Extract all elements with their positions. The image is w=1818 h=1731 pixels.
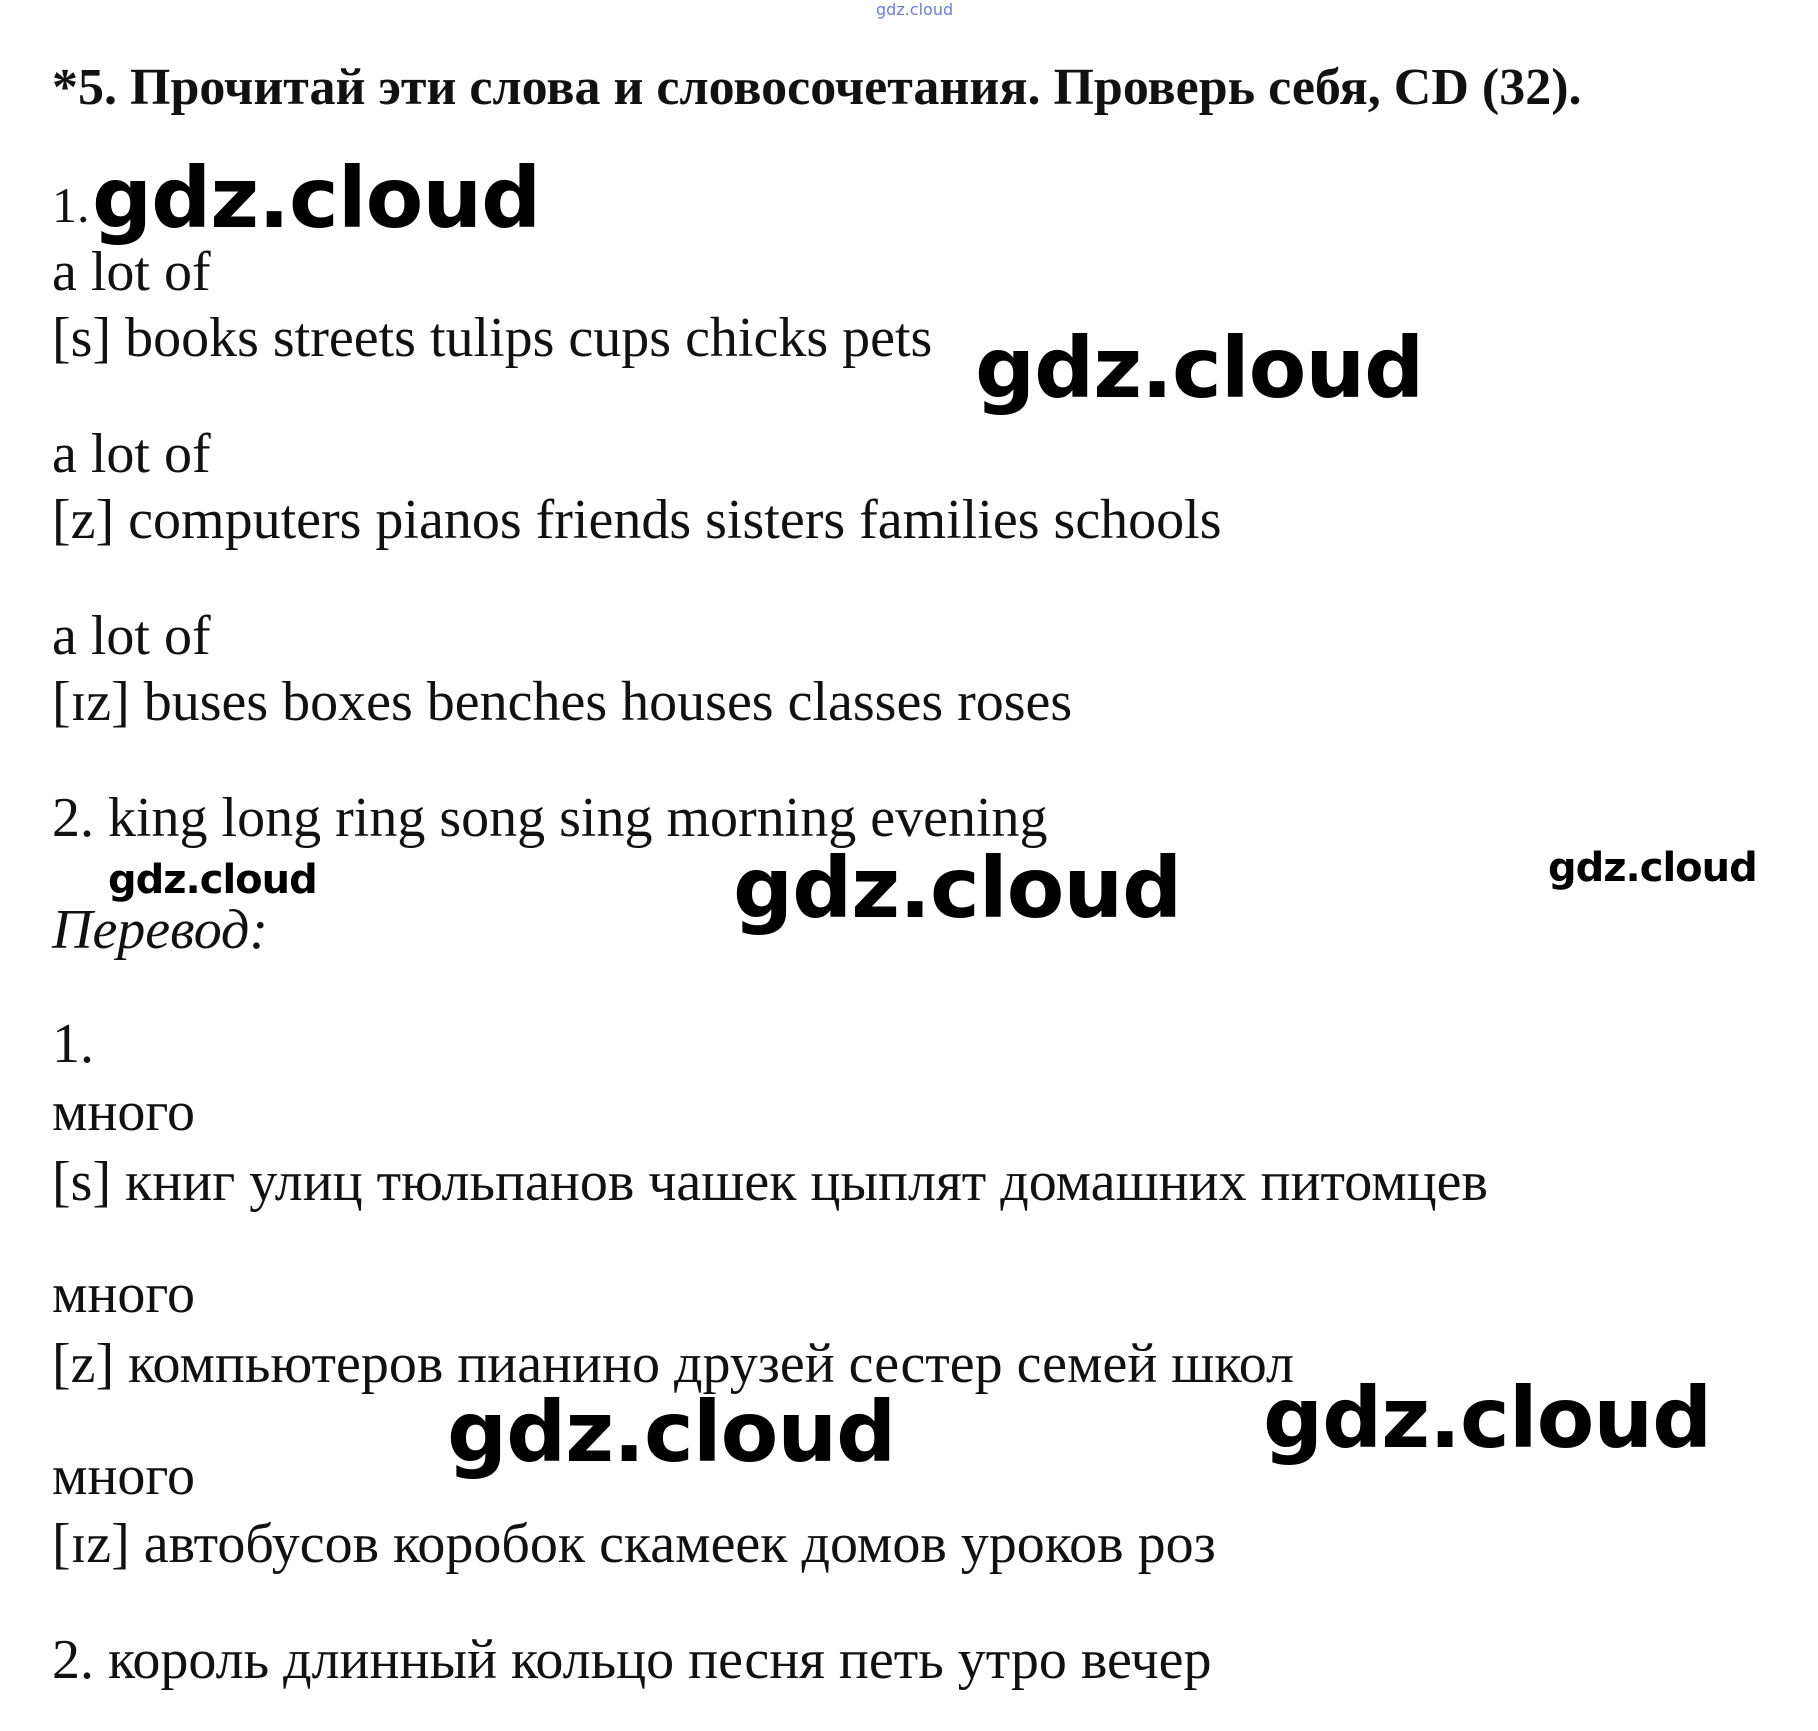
translation-group2-prefix: много (52, 1263, 195, 1325)
translation-group1-words: [s] книг улиц тюльпанов чашек цыплят домашних питомцев (52, 1151, 1488, 1213)
group1-words: [s] books streets tulips cups chicks pets (52, 307, 933, 369)
translation-group3-words: [ɪz] автобусов коробок скамеек домов уроков роз (52, 1513, 1216, 1575)
watermark-3: gdz.cloud (108, 857, 317, 903)
translation-section2-words: 2. король длинный кольцо песня петь утро вечер (52, 1629, 1212, 1691)
translation-group3-prefix: много (52, 1445, 195, 1507)
group3-words: [ɪz] buses boxes benches houses classes roses (52, 671, 1073, 733)
translation-group2-words: [z] компьютеров пианино друзей сестер семей школ (52, 1333, 1294, 1395)
exercise-heading: *5. Прочитай эти слова и словосочетания. Проверь себя, CD (32). (52, 59, 1582, 116)
group2-words: [z] computers pianos friends sisters families schools (52, 489, 1222, 551)
watermark-1: gdz.cloud (92, 149, 541, 247)
section2-words: 2. king long ring song sing morning evening (52, 787, 1048, 849)
group3-prefix: a lot of (52, 605, 211, 667)
translation-section1-number: 1. (52, 1013, 94, 1075)
watermark-2: gdz.cloud (975, 319, 1424, 417)
section1-number: 1. (52, 177, 90, 233)
watermark-4: gdz.cloud (733, 839, 1182, 937)
watermark-5: gdz.cloud (1548, 845, 1757, 891)
group1-prefix: a lot of (52, 241, 211, 303)
translation-label: Перевод: (52, 899, 268, 961)
group2-prefix: a lot of (52, 423, 211, 485)
watermark-6: gdz.cloud (447, 1383, 896, 1481)
watermark-7: gdz.cloud (1263, 1369, 1712, 1467)
watermark-top: gdz.cloud (876, 0, 954, 19)
translation-group1-prefix: много (52, 1081, 195, 1143)
